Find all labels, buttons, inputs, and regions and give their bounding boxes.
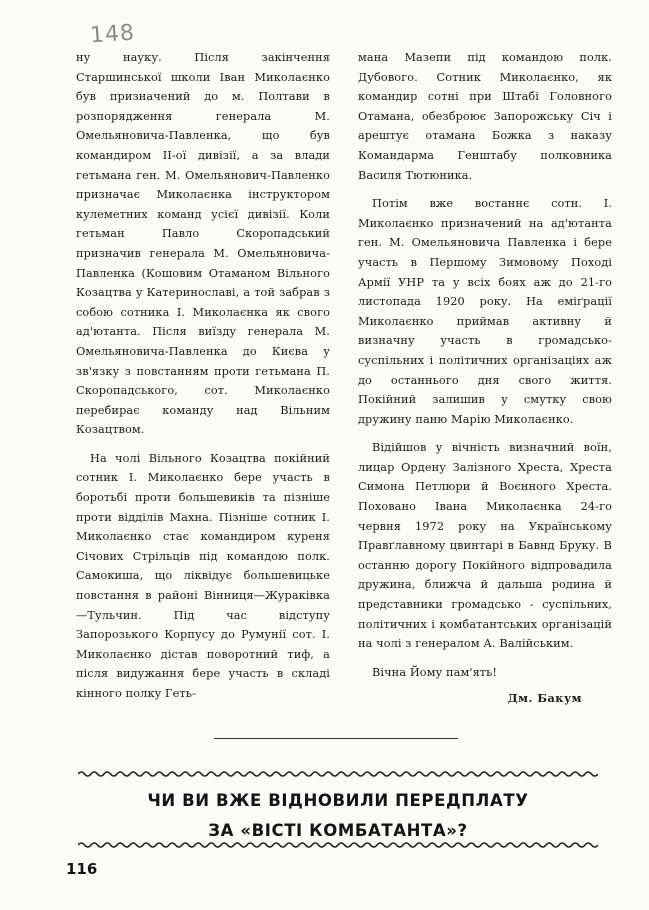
page-number: 116 [66, 860, 98, 878]
notice-line: ЧИ ВИ ВЖЕ ВІДНОВИЛИ ПЕРЕДПЛАТУ [147, 791, 529, 810]
closing-line: Вічна Йому пам'ять! [372, 665, 498, 679]
subscription-notice [78, 786, 598, 846]
article-divider [214, 738, 458, 739]
paragraph: Потім вже востаннє сотн. І. Миколаєнко призначений на ад'ютанта ген. М. Омельяновича Павленка і бере участь в Першому Зимовому Поході Армії УНР та у всіх боях аж до 21-го листопада 1920 року. На еміґрації Миколаєнко приймав активну й визначну участь в громадсько-суспільних і політичних організаціях аж до останнього дня свого життя. Покійний залишив у смутку свою дружину паню Марію Миколаєнко. [358, 197, 612, 426]
notice-line: ЗА «ВІСТІ КОМБАТАНТА»? [208, 821, 468, 840]
left-column [76, 48, 330, 713]
article-body [76, 48, 612, 713]
author-signature: Дм. Бакум [507, 691, 582, 706]
paragraph: мана Мазепи під командою полк. Дубового. Сотник Миколаєнко, як командир сотні при Штабі Головного Отамана, обезброює Запорожську Січ і арештує отамана Божка з наказу Командарма Генштабу полковника Василя Тютюника. [358, 51, 612, 182]
wavy-rule-bottom [78, 840, 598, 850]
paragraph: ну науку. Після закінчення Старшинської школи Іван Миколаєнко був призначений до м. Полтави в розпорядження генерала М. Омельяновича-Павленка, що був командиром ІІ-ої дивізії, а за влади гетьмана ген. М. Омельянович-Павленко призначає Миколаєнка інструктором кулеметних команд усієї дивізії. Коли гетьман Павло Скоропадський призначив генерала М. Омельяновича-Павленка (Кошовим Отаманом Вільного Козацтва у Катеринославі, а той забрав з собою сотника І. Миколаєнка як свого ад'ютанта. Після виїзду генерала М. Омельяновича-Павленка до Києва у зв'язку з повстанням проти гетьмана П. Скоропадського, сот. Миколаєнко перебирає команду над Вільним Козацтвом. [76, 51, 330, 437]
paragraph: Відійшов у вічність визначний воїн, лицар Ордену Залізного Хреста, Хреста Симона Петлюри й Воєнного Хреста. Поховано Івана Миколаєнка 24-го червня 1972 року на Українському Правґлавному цвинтарі в Бавнд Бруку. В останню дорогу Покійного відпровадила дружина, ближча й дальша родина й представники громадсько - суспільних, політичних і комбатантських організацій на чолі з генералом А. Валійським. [358, 441, 612, 651]
right-column [358, 48, 612, 713]
handwritten-page-annotation: 148 [89, 20, 136, 49]
paragraph: На чолі Вільного Козацтва покійний сотник І. Миколаєнко бере участь в боротьбі проти большевиків та пізніше проти відділів Махна. Пізніше сотник І. Миколаєнко стає командиром куреня Січових Стрільців під командою полк. Самокиша, що ліквідує большевицьке повстання в районі Вінниця—Жураківка—Тульчин. Під час відступу Запорозького Корпусу до Румунії сот. І. Миколаєнко дістав поворотний тиф, а після видужання бере участь в складі кінного полку Геть- [76, 451, 330, 700]
wavy-rule-top [78, 769, 598, 779]
